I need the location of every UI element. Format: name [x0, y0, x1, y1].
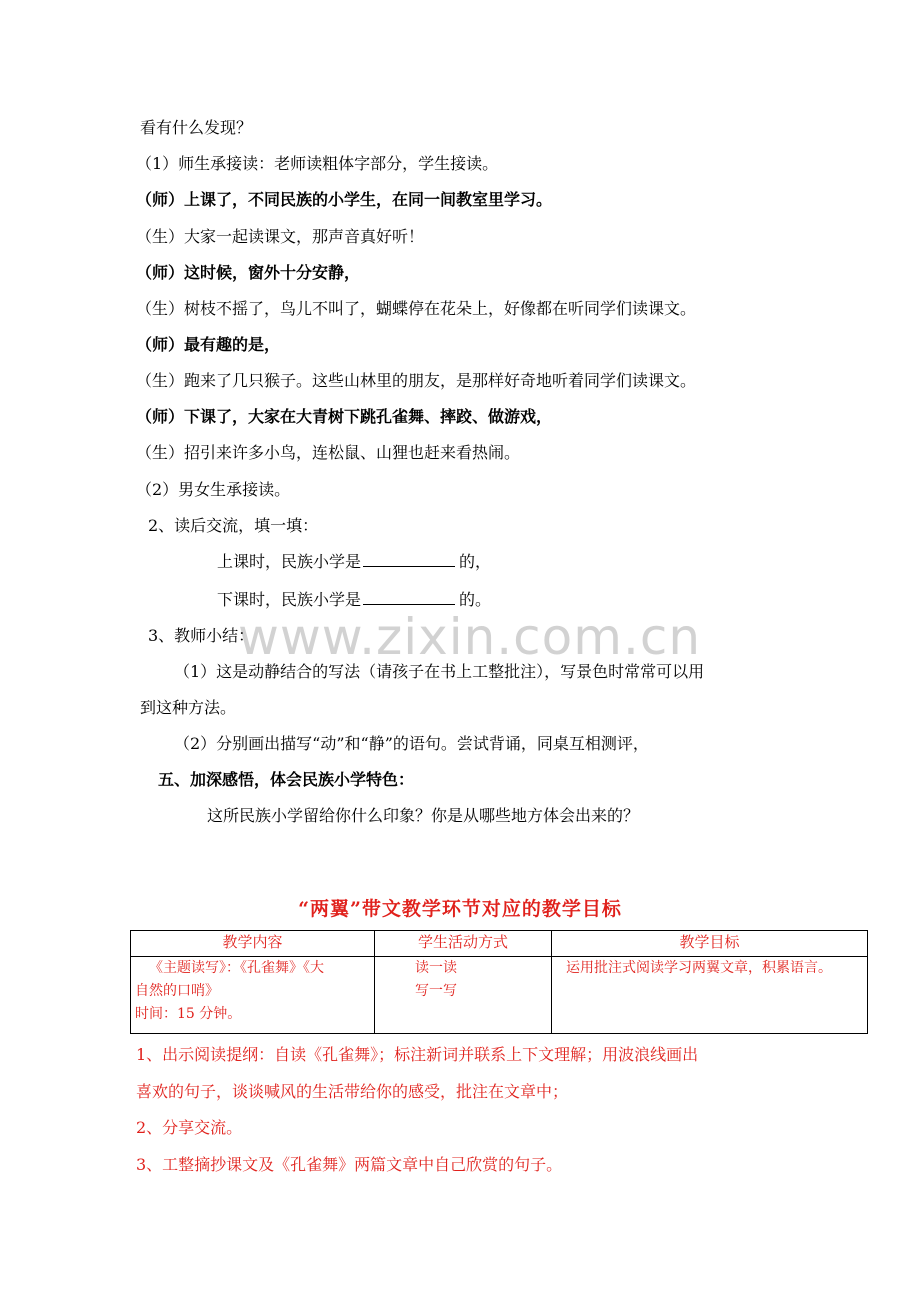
dialogue-role: （生） — [136, 443, 185, 462]
activity-line: 读一读 — [415, 960, 457, 976]
summary-2: （2）分别画出描写“动”和“静”的语句。尝试背诵，同桌互相测评， — [174, 734, 649, 753]
dialogue-role: （生） — [136, 299, 185, 318]
header-activity: 学生活动方式 — [375, 931, 552, 957]
summary-1-line-1: （1）这是动静结合的写法（请孩子在书上工整批注），写景色时常常可以用 — [174, 662, 705, 681]
dialogue-role: （生） — [136, 371, 185, 390]
dialogue-role: （师） — [136, 335, 185, 354]
step-1-line-1: 1、出示阅读提纲：自读《孔雀舞》；标注新词并联系上下文理解；用波浪线画出 — [136, 1045, 699, 1064]
dialogue-text: 招引来许多小鸟，连松鼠、山狸也赶来看热闹。 — [184, 443, 521, 462]
section-heading-5: 五、加深感悟，体会民族小学特色： — [158, 770, 415, 789]
fill-suffix: 的， — [459, 552, 492, 571]
dialogue-text: 最有趣的是， — [184, 335, 281, 354]
fill-blank[interactable] — [363, 588, 455, 605]
summary-1-line-2: 到这种方法。 — [140, 698, 237, 717]
fill-suffix: 的。 — [459, 590, 492, 609]
table-header-row — [131, 931, 868, 957]
fill-line-2 — [217, 588, 491, 612]
cell-activity — [375, 957, 552, 1034]
question-line: 这所民族小学留给你什么印象？你是从哪些地方体会出来的？ — [207, 806, 640, 825]
dialogue-role: （师） — [136, 190, 185, 209]
dialogue-text: 树枝不摇了，鸟儿不叫了，蝴蝶停在花朵上，好像都在听同学们读课文。 — [184, 299, 697, 318]
step-2: 2、分享交流。 — [136, 1118, 243, 1137]
dialogue-role: （师） — [136, 263, 185, 282]
dialogue-text: 下课了，大家在大青树下跳孔雀舞、摔跤、做游戏， — [184, 407, 553, 426]
dialogue-text: 这时候，窗外十分安静， — [184, 263, 361, 282]
content-line: 《主题读写》：《孔雀舞》《大 — [149, 960, 324, 976]
dialogue-role: （师） — [136, 407, 185, 426]
step-3: 3、工整摘抄课文及《孔雀舞》两篇文章中自己欣赏的句子。 — [136, 1155, 563, 1174]
dialogue-line — [136, 225, 424, 249]
fill-prefix: 下课时，民族小学是 — [217, 590, 362, 609]
summary-title: 3、教师小结： — [148, 626, 255, 645]
dialogue-text: 大家一起读课文，那声音真好听！ — [184, 227, 425, 246]
cell-content — [131, 957, 375, 1034]
intro-line: 看有什么发现？ — [140, 118, 253, 137]
content-line: 自然的口哨》 — [135, 983, 219, 999]
dialogue-line — [136, 369, 696, 393]
header-content: 教学内容 — [131, 931, 375, 957]
watermark: www.zixin.com.cn — [238, 608, 702, 666]
dialogue-text: 跑来了几只猴子。这些山林里的朋友，是那样好奇地听着同学们读课文。 — [184, 371, 697, 390]
content-line: 时间：15 分钟。 — [135, 1006, 242, 1022]
table-row — [131, 957, 868, 1034]
cell-goal — [552, 957, 868, 1034]
dialogue-line — [136, 188, 552, 212]
fill-title: 2、读后交流，填一填： — [148, 516, 319, 535]
goal-line: 运用批注式阅读学习两翼文章，积累语言。 — [566, 960, 832, 976]
dialogue-text: 上课了，不同民族的小学生，在同一间教室里学习。 — [184, 190, 553, 209]
activity-line: 写一写 — [415, 983, 457, 999]
instruction-line: （1）师生承接读：老师读粗体字部分，学生接读。 — [136, 154, 499, 173]
step-1-line-2: 喜欢的句子，谈谈喊风的生活带给你的感受，批注在文章中； — [136, 1082, 569, 1101]
goals-table — [130, 930, 868, 1034]
fill-prefix: 上课时，民族小学是 — [217, 552, 362, 571]
fill-blank[interactable] — [363, 550, 455, 567]
dialogue-line — [136, 405, 552, 429]
dialogue-line — [136, 297, 696, 321]
dialogue-line — [136, 333, 280, 357]
fill-line-1 — [217, 550, 491, 574]
dialogue-line — [136, 261, 360, 285]
table-title: “两翼”带文教学环节对应的教学目标 — [298, 898, 622, 920]
dialogue-role: （生） — [136, 227, 185, 246]
item-2: （2）男女生承接读。 — [136, 480, 291, 499]
dialogue-line — [136, 441, 520, 465]
header-goal: 教学目标 — [552, 931, 868, 957]
